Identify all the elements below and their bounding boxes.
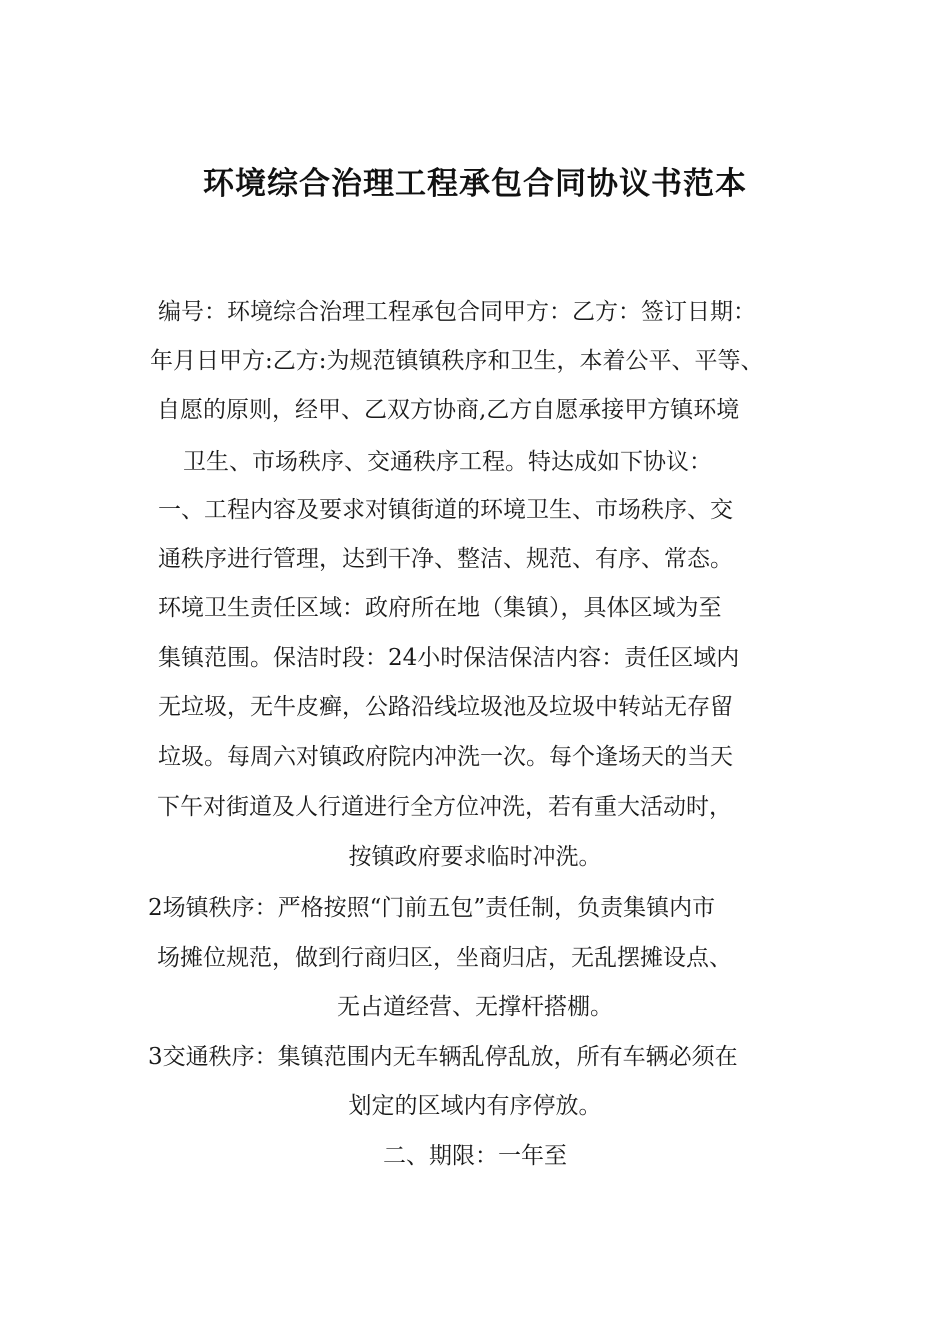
body-line-6: 通秩序进行管理，达到干净、整洁、规范、有序、常态。	[158, 546, 733, 572]
body-line-10: 垃圾。每周六对镇政府院内冲洗一次。每个逢场天的当天	[158, 744, 733, 770]
body-line-15: 无占道经营、无撑杆搭棚。	[337, 994, 613, 1020]
section-heading-term: 二、期限：一年至	[383, 1143, 567, 1169]
body-line-8: 集镇范围。保洁时段：24小时保洁保洁内容：责任区域内	[158, 645, 740, 671]
body-line-12: 按镇政府要求临时冲洗。	[348, 844, 602, 870]
body-line-7: 环境卫生责任区域：政府所在地（集镇），具体区域为至	[158, 595, 722, 621]
document-title: 环境综合治理工程承包合同协议书范本	[203, 166, 747, 202]
body-line-13: 2场镇秩序：严格按照“门前五包”责任制，负责集镇内市	[148, 895, 716, 921]
body-line-17: 划定的区域内有序停放。	[348, 1093, 602, 1119]
body-line-2: 年月日甲方:乙方:为规范镇镇秩序和卫生，本着公平、平等、	[150, 348, 764, 374]
body-line-14: 场摊位规范，做到行商归区，坐商归店，无乱摆摊设点、	[157, 945, 732, 971]
body-line-1: 编号：环境综合治理工程承包合同甲方：乙方：签订日期：	[158, 299, 756, 325]
body-line-3: 自愿的原则，经甲、乙双方协商,乙方自愿承接甲方镇环境	[157, 397, 740, 423]
body-line-16: 3交通秩序：集镇范围内无车辆乱停乱放，所有车辆必须在	[148, 1044, 738, 1070]
body-line-11: 下午对街道及人行道进行全方位冲洗，若有重大活动时，	[157, 794, 732, 820]
body-line-9: 无垃圾，无牛皮癣，公路沿线垃圾池及垃圾中转站无存留	[158, 694, 733, 720]
body-line-4: 卫生、市场秩序、交通秩序工程。特达成如下协议：	[183, 449, 712, 475]
body-line-5: 一、工程内容及要求对镇街道的环境卫生、市场秩序、交	[158, 497, 733, 523]
